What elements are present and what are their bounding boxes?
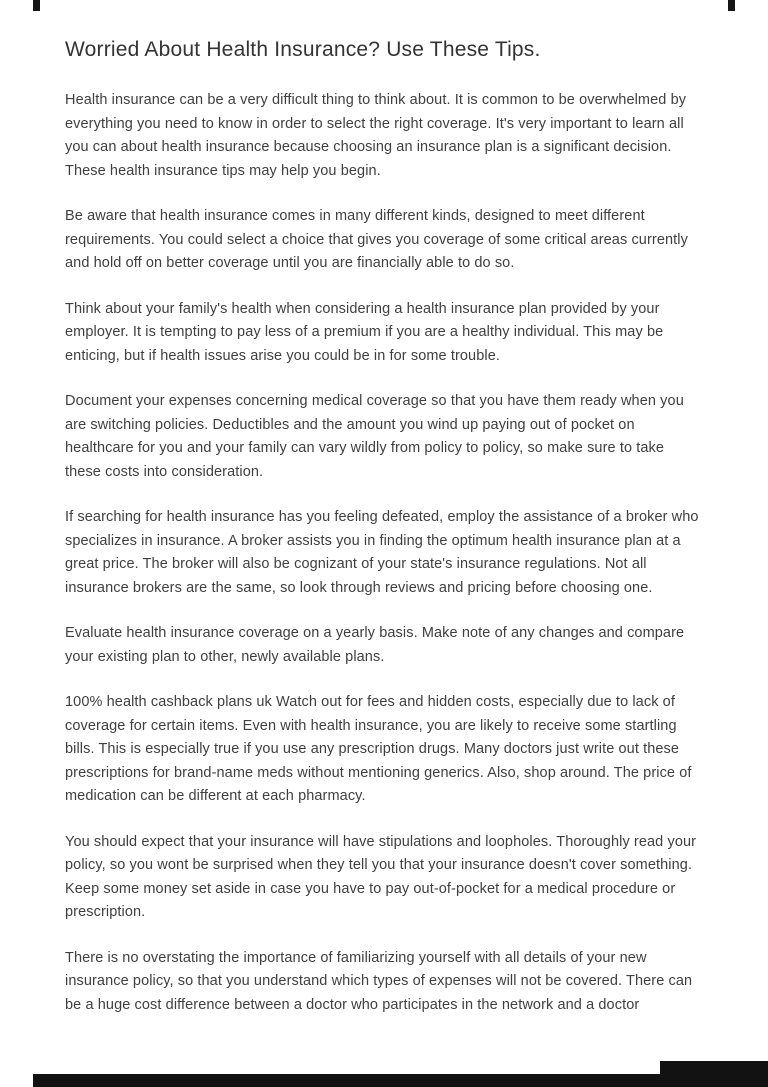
page-title: Worried About Health Insurance? Use These Tips. bbox=[65, 38, 541, 61]
paragraph-stipulations: You should expect that your insurance will have stipulations and loopholes. Thoroughly read your policy, so you wont be surprised when they tell you that your insurance doesn't cover something. Keep some money set aside in case you have to pay out-of-pocket for a medical procedure or prescription. bbox=[65, 833, 697, 921]
paragraph-yearly-evaluation: Evaluate health insurance coverage on a yearly basis. Make note of any changes and compare your existing plan to other, newly available plans. bbox=[65, 625, 685, 665]
bottom-edge-bar bbox=[33, 1074, 768, 1087]
paragraph-fees-hidden-costs: 100% health cashback plans uk Watch out for fees and hidden costs, especially due to lack of coverage for certain items. Even with health insurance, you are likely to receive some startling bills. This is especially true if you use any prescription drugs. Many doctors just write out these prescriptions for brand-name meds without mentioning generics. Also, shop around. The price of medication can be different at each pharmacy. bbox=[65, 694, 692, 805]
crop-mark-top-right-icon bbox=[728, 0, 735, 11]
paragraph-kinds: Be aware that health insurance comes in many different kinds, designed to meet different requirements. You could select a choice that gives you coverage of some critical areas currently and hold off on better coverage until you are financially able to do so. bbox=[65, 208, 688, 272]
paragraph-intro: Health insurance can be a very difficult thing to think about. It is common to be overwhelmed by everything you need to know in order to select the right coverage. It's very important to learn all you can about health insurance because choosing an insurance plan is a significant decision. These health insurance tips may help you begin. bbox=[65, 92, 687, 179]
paragraph-broker: If searching for health insurance has you feeling defeated, employ the assistance of a broker who specializes in insurance. A broker assists you in finding the optimum health insurance plan at a great price. The broker will also be cognizant of your state's insurance regulations. Not all insurance brokers are the same, so look through reviews and pricing before choosing one. bbox=[65, 509, 699, 596]
paragraph-policy-details: There is no overstating the importance of familiarizing yourself with all details of your new insurance policy, so that you understand which types of expenses will not be covered. There can be a huge cost difference between a doctor who participates in the network and a doctor bbox=[65, 949, 693, 1013]
crop-mark-top-left-icon bbox=[33, 0, 40, 11]
bottom-right-edge-block bbox=[660, 1061, 768, 1087]
paragraph-document-expenses: Document your expenses concerning medical coverage so that you have them ready when you are switching policies. Deductibles and the amount you wind up paying out of pocket on healthcare for you and your family can vary wildly from policy to policy, so make sure to take these costs into consideration. bbox=[65, 393, 684, 480]
paragraph-family-health: Think about your family's health when considering a health insurance plan provided by your employer. It is tempting to pay less of a premium if you are a healthy individual. This may be enticing, but if health issues arise you could be in for some trouble. bbox=[65, 300, 664, 364]
